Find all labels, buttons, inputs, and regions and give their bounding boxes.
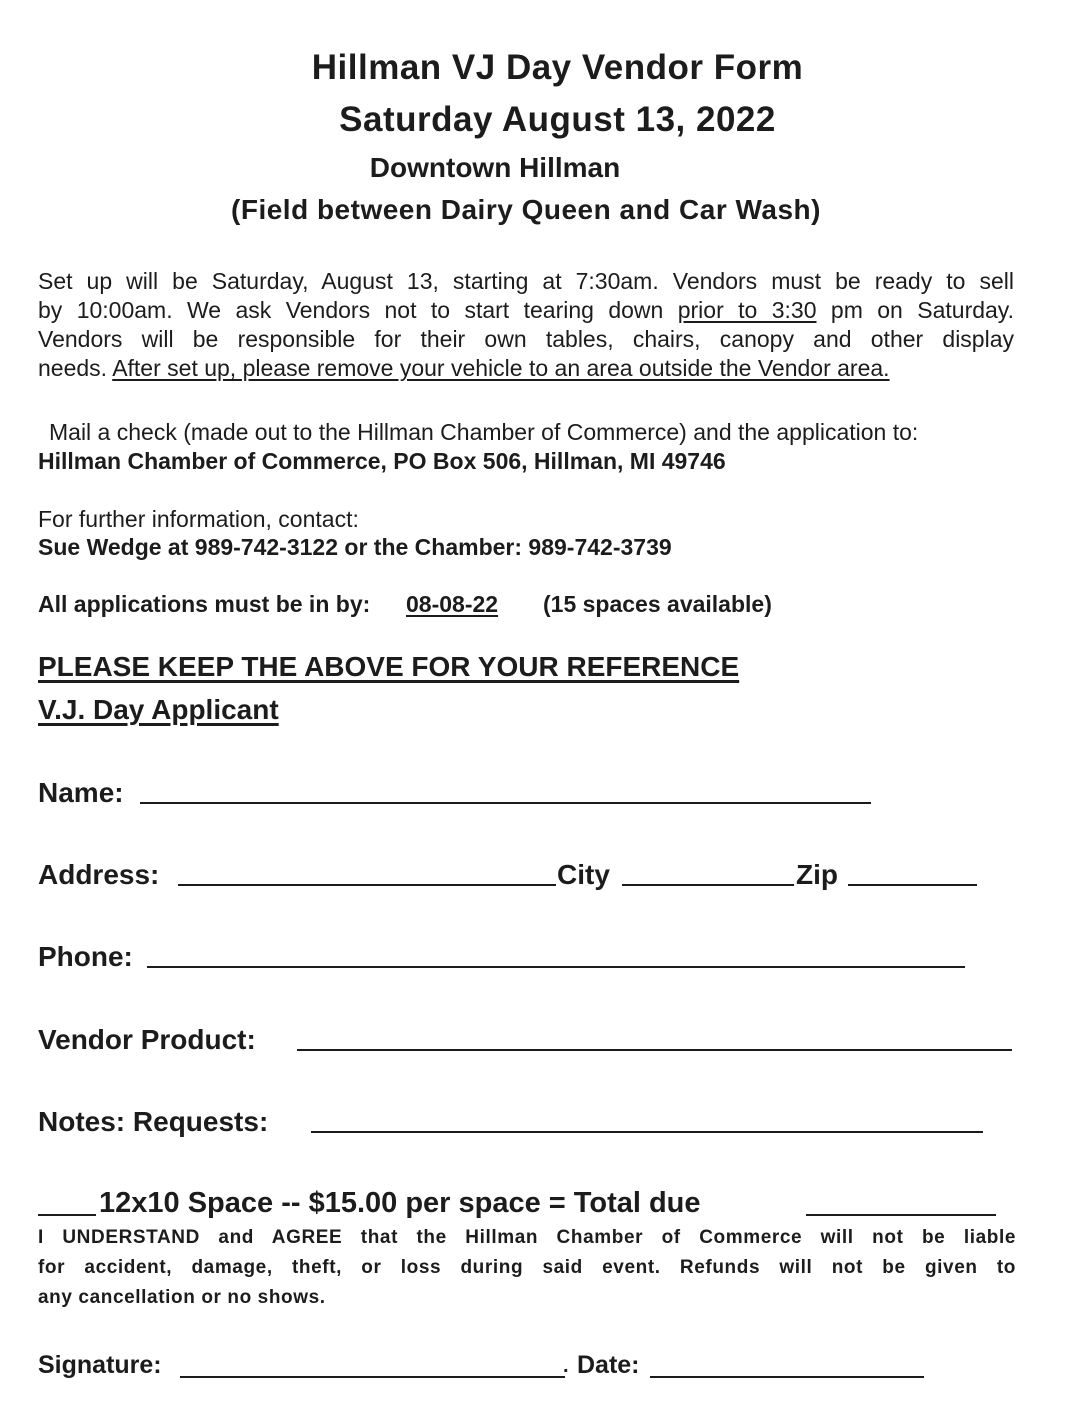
event-date: Saturday August 13, 2022 xyxy=(339,100,776,139)
contact-intro: For further information, contact: xyxy=(38,506,359,532)
notes-label: Notes: Requests: xyxy=(38,1106,269,1137)
spaces-available: (15 spaces available) xyxy=(543,591,772,617)
date-separator: . xyxy=(563,1355,569,1377)
keep-reference-heading: PLEASE KEEP THE ABOVE FOR YOUR REFERENCE xyxy=(38,651,740,682)
total-due-field[interactable] xyxy=(806,1214,996,1216)
address-field[interactable] xyxy=(178,884,556,886)
setup-line-4-text: needs. xyxy=(38,355,113,381)
date-label: Date: xyxy=(577,1351,640,1379)
applicant-heading: V.J. Day Applicant xyxy=(38,694,279,725)
vehicle-notice: After set up, please remove your vehicle to an area outside the Vendor area. xyxy=(112,355,890,381)
setup-paragraph xyxy=(38,267,1014,383)
teardown-time: prior to 3:30 xyxy=(677,297,817,323)
disclaimer-line-1: I UNDERSTAND and AGREE that the Hillman Chamber of Commerce will not be liable xyxy=(38,1227,1016,1248)
disclaimer-line-3: any cancellation or no shows. xyxy=(38,1287,326,1308)
phone-field[interactable] xyxy=(147,966,965,968)
form-title: Hillman VJ Day Vendor Form xyxy=(311,48,804,87)
deadline-label: All applications must be in by: xyxy=(38,591,371,617)
setup-line-1: Set up will be Saturday, August 13, starting at 7:30am. Vendors must be ready to sell xyxy=(38,268,1014,294)
mail-address: Hillman Chamber of Commerce, PO Box 506, Hillman, MI 49746 xyxy=(38,448,726,474)
event-location: Downtown Hillman xyxy=(369,152,621,183)
setup-line-2-text: by 10:00am. We ask Vendors not to start tearing down xyxy=(38,297,678,323)
setup-line-2 xyxy=(38,296,1014,325)
vendor-product-field[interactable] xyxy=(297,1049,1012,1051)
date-field[interactable] xyxy=(650,1376,924,1378)
address-label: Address: xyxy=(38,859,160,890)
name-label: Name: xyxy=(38,777,124,808)
liability-disclaimer xyxy=(38,1223,1016,1313)
contact-details: Sue Wedge at 989-742-3122 or the Chamber: 989-742-3739 xyxy=(38,534,672,560)
deadline-date: 08-08-22 xyxy=(406,591,499,617)
vendor-product-label: Vendor Product: xyxy=(38,1024,256,1055)
name-field[interactable] xyxy=(140,802,871,804)
city-label: City xyxy=(557,859,610,890)
signature-label: Signature: xyxy=(38,1351,162,1379)
city-field[interactable] xyxy=(622,884,794,886)
zip-label: Zip xyxy=(796,859,838,890)
phone-label: Phone: xyxy=(38,941,133,972)
setup-line-4 xyxy=(38,354,1014,383)
space-pricing: 12x10 Space -- $15.00 per space = Total due xyxy=(99,1187,701,1219)
setup-line-3: Vendors will be responsible for their own tables, chairs, canopy and other display xyxy=(38,326,1014,352)
zip-field[interactable] xyxy=(848,884,977,886)
event-location-detail: (Field between Dairy Queen and Car Wash) xyxy=(231,194,821,225)
disclaimer-line-2: for accident, damage, theft, or loss during said event. Refunds will not be given to xyxy=(38,1257,1016,1278)
space-count-field[interactable] xyxy=(38,1214,96,1216)
notes-field[interactable] xyxy=(311,1131,983,1133)
mail-instruction: Mail a check (made out to the Hillman Chamber of Commerce) and the application to: xyxy=(49,419,919,445)
signature-field[interactable] xyxy=(180,1376,565,1378)
setup-line-2-end: pm on Saturday. xyxy=(816,297,1014,323)
